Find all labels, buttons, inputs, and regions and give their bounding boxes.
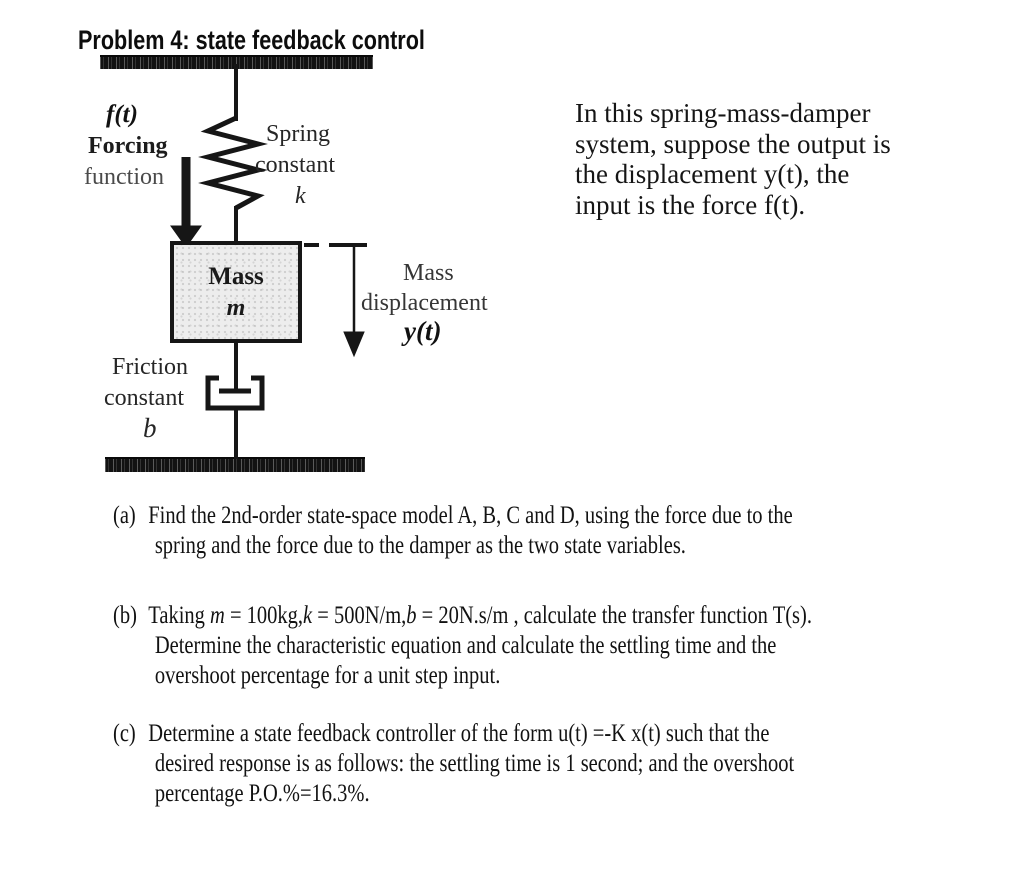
problem-title: Problem 4: state feedback control xyxy=(78,25,425,55)
description-line: the displacement y(t), the xyxy=(575,159,850,189)
part-a xyxy=(113,501,1024,561)
spring-label-word1: Spring xyxy=(266,121,331,147)
part-a-line2: spring and the force due to the damper as the two state variables. xyxy=(154,532,686,559)
friction-constant-symbol: b xyxy=(143,413,157,443)
part-c xyxy=(113,719,1024,809)
friction-label-word2: constant xyxy=(104,385,184,411)
part-c-text1: Determine a state feedback controller of the form u(t) =-K x(t) such that the xyxy=(148,720,770,747)
part-a-label: (a) xyxy=(113,502,136,529)
part-b-line1 xyxy=(113,601,1024,631)
var-m: m xyxy=(210,602,225,629)
part-a-text1: Find the 2nd-order state-space model A, B, C and D, using the force due to the xyxy=(148,502,793,529)
part-c-line1 xyxy=(113,719,1024,749)
part-c-line3: percentage P.O.%=16.3%. xyxy=(154,780,370,807)
description-line: system, suppose the output is xyxy=(575,128,891,159)
spring-icon xyxy=(208,118,258,208)
var-k: k xyxy=(303,602,313,629)
spring-constant-symbol: k xyxy=(295,183,306,209)
part-a-line1 xyxy=(113,501,1024,531)
forcing-symbol-label: f(t) xyxy=(106,101,138,128)
value-m: = 100kg, xyxy=(224,602,304,629)
displacement-symbol-label: y(t) xyxy=(404,316,442,346)
mass-box xyxy=(170,241,302,343)
value-b: = 20N.s/m , xyxy=(416,602,519,629)
part-b-line3: overshoot percentage for a unit step input. xyxy=(154,662,501,689)
part-b-text1: calculate the transfer function T(s). xyxy=(518,602,812,629)
part-c-label: (c) xyxy=(113,720,136,747)
forcing-label-word2: function xyxy=(84,164,164,190)
part-b xyxy=(113,601,1024,691)
part-b-label: (b) xyxy=(113,602,137,629)
mass-symbol-label: m xyxy=(226,295,246,321)
displacement-label-word1: Mass xyxy=(403,260,454,286)
var-b: b xyxy=(406,602,417,629)
mass-label: Mass xyxy=(208,263,264,290)
friction-label-word1: Friction xyxy=(112,354,188,380)
system-diagram xyxy=(0,0,520,480)
part-c-line2: desired response is as follows: the settling time is 1 second; and the overshoot xyxy=(154,750,795,777)
description-line: input is the force f(t). xyxy=(575,189,806,220)
spring-label-word2: constant xyxy=(255,152,335,178)
value-k: = 500N/m, xyxy=(312,602,407,629)
forcing-label-word1: Forcing xyxy=(88,133,168,159)
part-b-taking: Taking xyxy=(148,602,211,629)
displacement-arrow-head xyxy=(344,332,364,356)
displacement-label-word2: displacement xyxy=(361,290,488,316)
description-line: In this spring-mass-damper xyxy=(575,98,871,128)
part-b-line2: Determine the characteristic equation and calculate the settling time and the xyxy=(154,632,777,659)
description-paragraph xyxy=(575,98,891,220)
